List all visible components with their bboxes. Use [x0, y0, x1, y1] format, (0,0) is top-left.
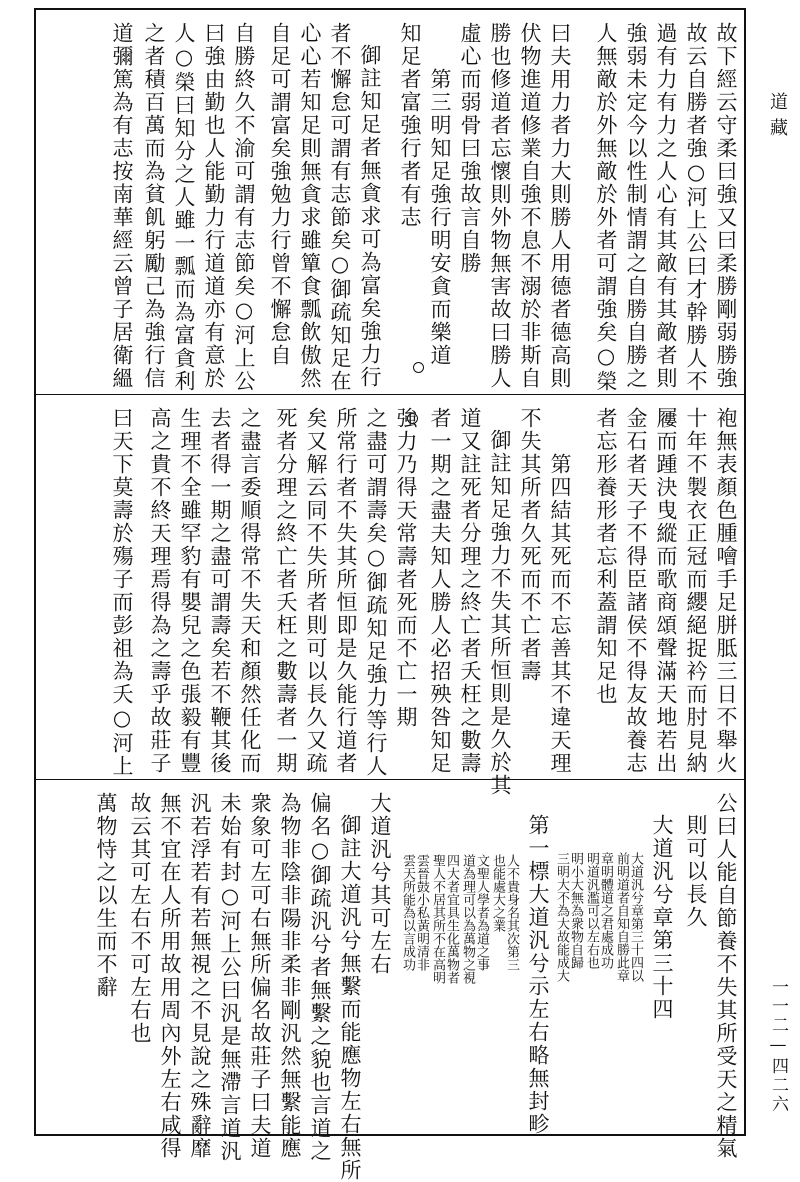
chapter-subheading: 第三明知足強行明安貪而樂道	[428, 68, 452, 367]
annotation-note: 明道汎濫可以左右也	[584, 852, 599, 969]
commentary-column: 衆象可左可右無所偏名故莊子曰夫道	[248, 792, 272, 1160]
commentary-column: 所常行者不失其所恒即是久能行道者	[334, 407, 358, 775]
text-column: 袍無表顏色腫噲手足胼胝三日不舉火	[714, 407, 738, 775]
scripture-line: 萬物恃之以生而不辭	[94, 792, 118, 999]
text-column: 屨而踵決曳縱而歌商頌聲滿天地若出	[654, 407, 678, 775]
commentary-column: 死者分理之終亡者夭枉之數壽者一期	[274, 407, 298, 775]
annotation-note: 前明道者自知自勝此章	[614, 852, 629, 982]
annotation-note: 文聖人學者為道之事	[474, 854, 489, 971]
commentary-column: 御註知足者無貪求可為富矣強力行	[358, 44, 382, 389]
commentary-column: 矣又解云同不失所者則可以長久又疏	[304, 407, 328, 775]
commentary-column: 強力乃得天常壽者死而不亡一期	[394, 407, 418, 729]
annotation-note: 章明體道之君處成功	[598, 852, 613, 969]
commentary-column: 去者得一期之盡可謂壽矣若不鞭其後	[208, 407, 232, 775]
text-column: 故云自勝者強○河上公曰才幹勝人不	[684, 22, 708, 393]
chapter-subheading: 第一標大道汎兮示左右略無封畛	[526, 814, 550, 1136]
annotation-note: 大道汎兮章第三十四以	[628, 852, 643, 982]
collection-label: 道藏	[767, 92, 788, 144]
annotation-note: 四大者宜具生化萬物者	[444, 854, 459, 984]
text-column: 公曰人能自節養不失其所受天之精氣	[714, 792, 738, 1160]
page-frame	[34, 8, 746, 1182]
annotation-note: 雲晉鼓小私黃明清非	[414, 854, 429, 971]
commentary-column: 高之貴不終天理焉得為之壽乎故莊子	[148, 407, 172, 775]
commentary-column: 故云其可左右不可左右也	[128, 792, 152, 1045]
annotation-note: 三明大不為大故能成大	[554, 852, 569, 982]
commentary-column: 之盡可謂壽矣○御疏知足強力等行人	[364, 407, 388, 778]
commentary-column: 無不宜在人所用故用周內外左右咸得	[158, 792, 182, 1160]
text-column: 故下經云守柔曰強又曰柔勝剛弱勝強	[714, 22, 738, 390]
folio-number: 一一二—四二六	[768, 978, 788, 1114]
commentary-column: 心心若知足則無貪求雖簞食瓢飲傲然	[298, 22, 322, 390]
commentary-column: 曰天下莫壽於殤子而彭祖為夭○河上	[110, 407, 134, 778]
commentary-column: 道彌篤為有志按南華經云曾子居衛縕	[110, 22, 134, 390]
chapter-subheading: 第四結其死而不忘善其不違天理	[548, 453, 572, 775]
commentary-column: 曰強由勤也人能勤力行道道亦有意於	[202, 22, 226, 390]
chapter-title: 大道汎兮章第三十四	[650, 814, 674, 1021]
annotation-note: 人不貴身名其次第三	[504, 854, 519, 971]
annotation-note: 明小大無為衆物自歸	[568, 852, 583, 969]
bottom-text-band	[36, 780, 744, 1182]
commentary-column: 御註知足強力不失其所恒則是久於其	[488, 429, 512, 797]
commentary-column: 人○榮曰知分之人雖一瓢而為富貪利	[172, 22, 196, 393]
commentary-column: 御註大道汎兮無繫而能應物左右無所	[338, 814, 362, 1182]
annotation-note: 雲天所能為以言成功	[400, 854, 415, 971]
scripture-line: 知足者富強行者有志	[398, 22, 422, 229]
annotation-note: 道為理可以為萬物之視	[460, 854, 475, 984]
text-column: 金石者天子不得臣諸侯不得友故養志	[624, 407, 648, 775]
text-column: 十年不製衣正冠而纓絕捉衿而肘見納	[684, 407, 708, 775]
commentary-column: 自勝終久不渝可謂有志節矣○河上公	[232, 22, 256, 393]
text-column: 則可以長久	[684, 814, 708, 929]
commentary-column: 者不懈怠可謂有志節矣○御疏知足在	[328, 22, 352, 393]
text-column: 曰夫用力者力大則勝人用德者德高則	[548, 22, 572, 390]
text-column: 伏物進道修業自強不息不溺於非斯自	[518, 22, 542, 390]
middle-text-band	[36, 395, 744, 797]
commentary-column: 者一期之盡夫知人勝人必招殃咎知足	[428, 407, 452, 775]
text-column: 人無敵於外無敵於外者可謂強矣○榮	[594, 22, 618, 393]
commentary-column: 自足可謂富矣強勉力行曾不懈怠自	[268, 22, 292, 367]
scripture-line: 不失其所者久死而不亡者壽	[518, 407, 542, 683]
commentary-column: 未始有封○河上公曰汎是無滯言道汎	[218, 792, 242, 1163]
text-column: 勝也修道者忘懷則外物無害故曰勝人	[488, 22, 512, 390]
commentary-column: 汎若浮若有若無視之不見說之殊辭靡	[188, 792, 212, 1160]
commentary-column: 之者積百萬而為貧飢躬勵己為強行信	[142, 22, 166, 390]
text-column: 強弱未定今以性制情謂之自勝自勝之	[624, 22, 648, 390]
scripture-line: 大道汎兮其可左右	[368, 792, 392, 976]
commentary-column: 為物非陰非陽非柔非剛汎然無繫能應	[278, 792, 302, 1160]
circle-mark	[413, 362, 424, 373]
annotation-note: 也能處大之業	[490, 854, 505, 932]
text-column: 虛心而弱骨曰強故言自勝	[458, 22, 482, 275]
text-column: 過有力有力之人心有其敵有其敵者則	[654, 22, 678, 390]
annotation-note: 聖人不居其所不在高明	[430, 854, 445, 984]
top-text-band	[36, 10, 744, 395]
text-column: 者忘形養形者忘利蓋謂知足也	[594, 407, 618, 706]
commentary-column: 偏名○御疏汎兮者無繫之貌也言道之	[308, 792, 332, 1163]
commentary-column: 之盡言委順得常不失天和顏然任化而	[238, 407, 262, 775]
commentary-column: 道又註死者分理之終亡者夭枉之數壽	[458, 407, 482, 775]
commentary-column: 生理不全雖罕豹有嬰兒之色張毅有豐	[178, 407, 202, 775]
